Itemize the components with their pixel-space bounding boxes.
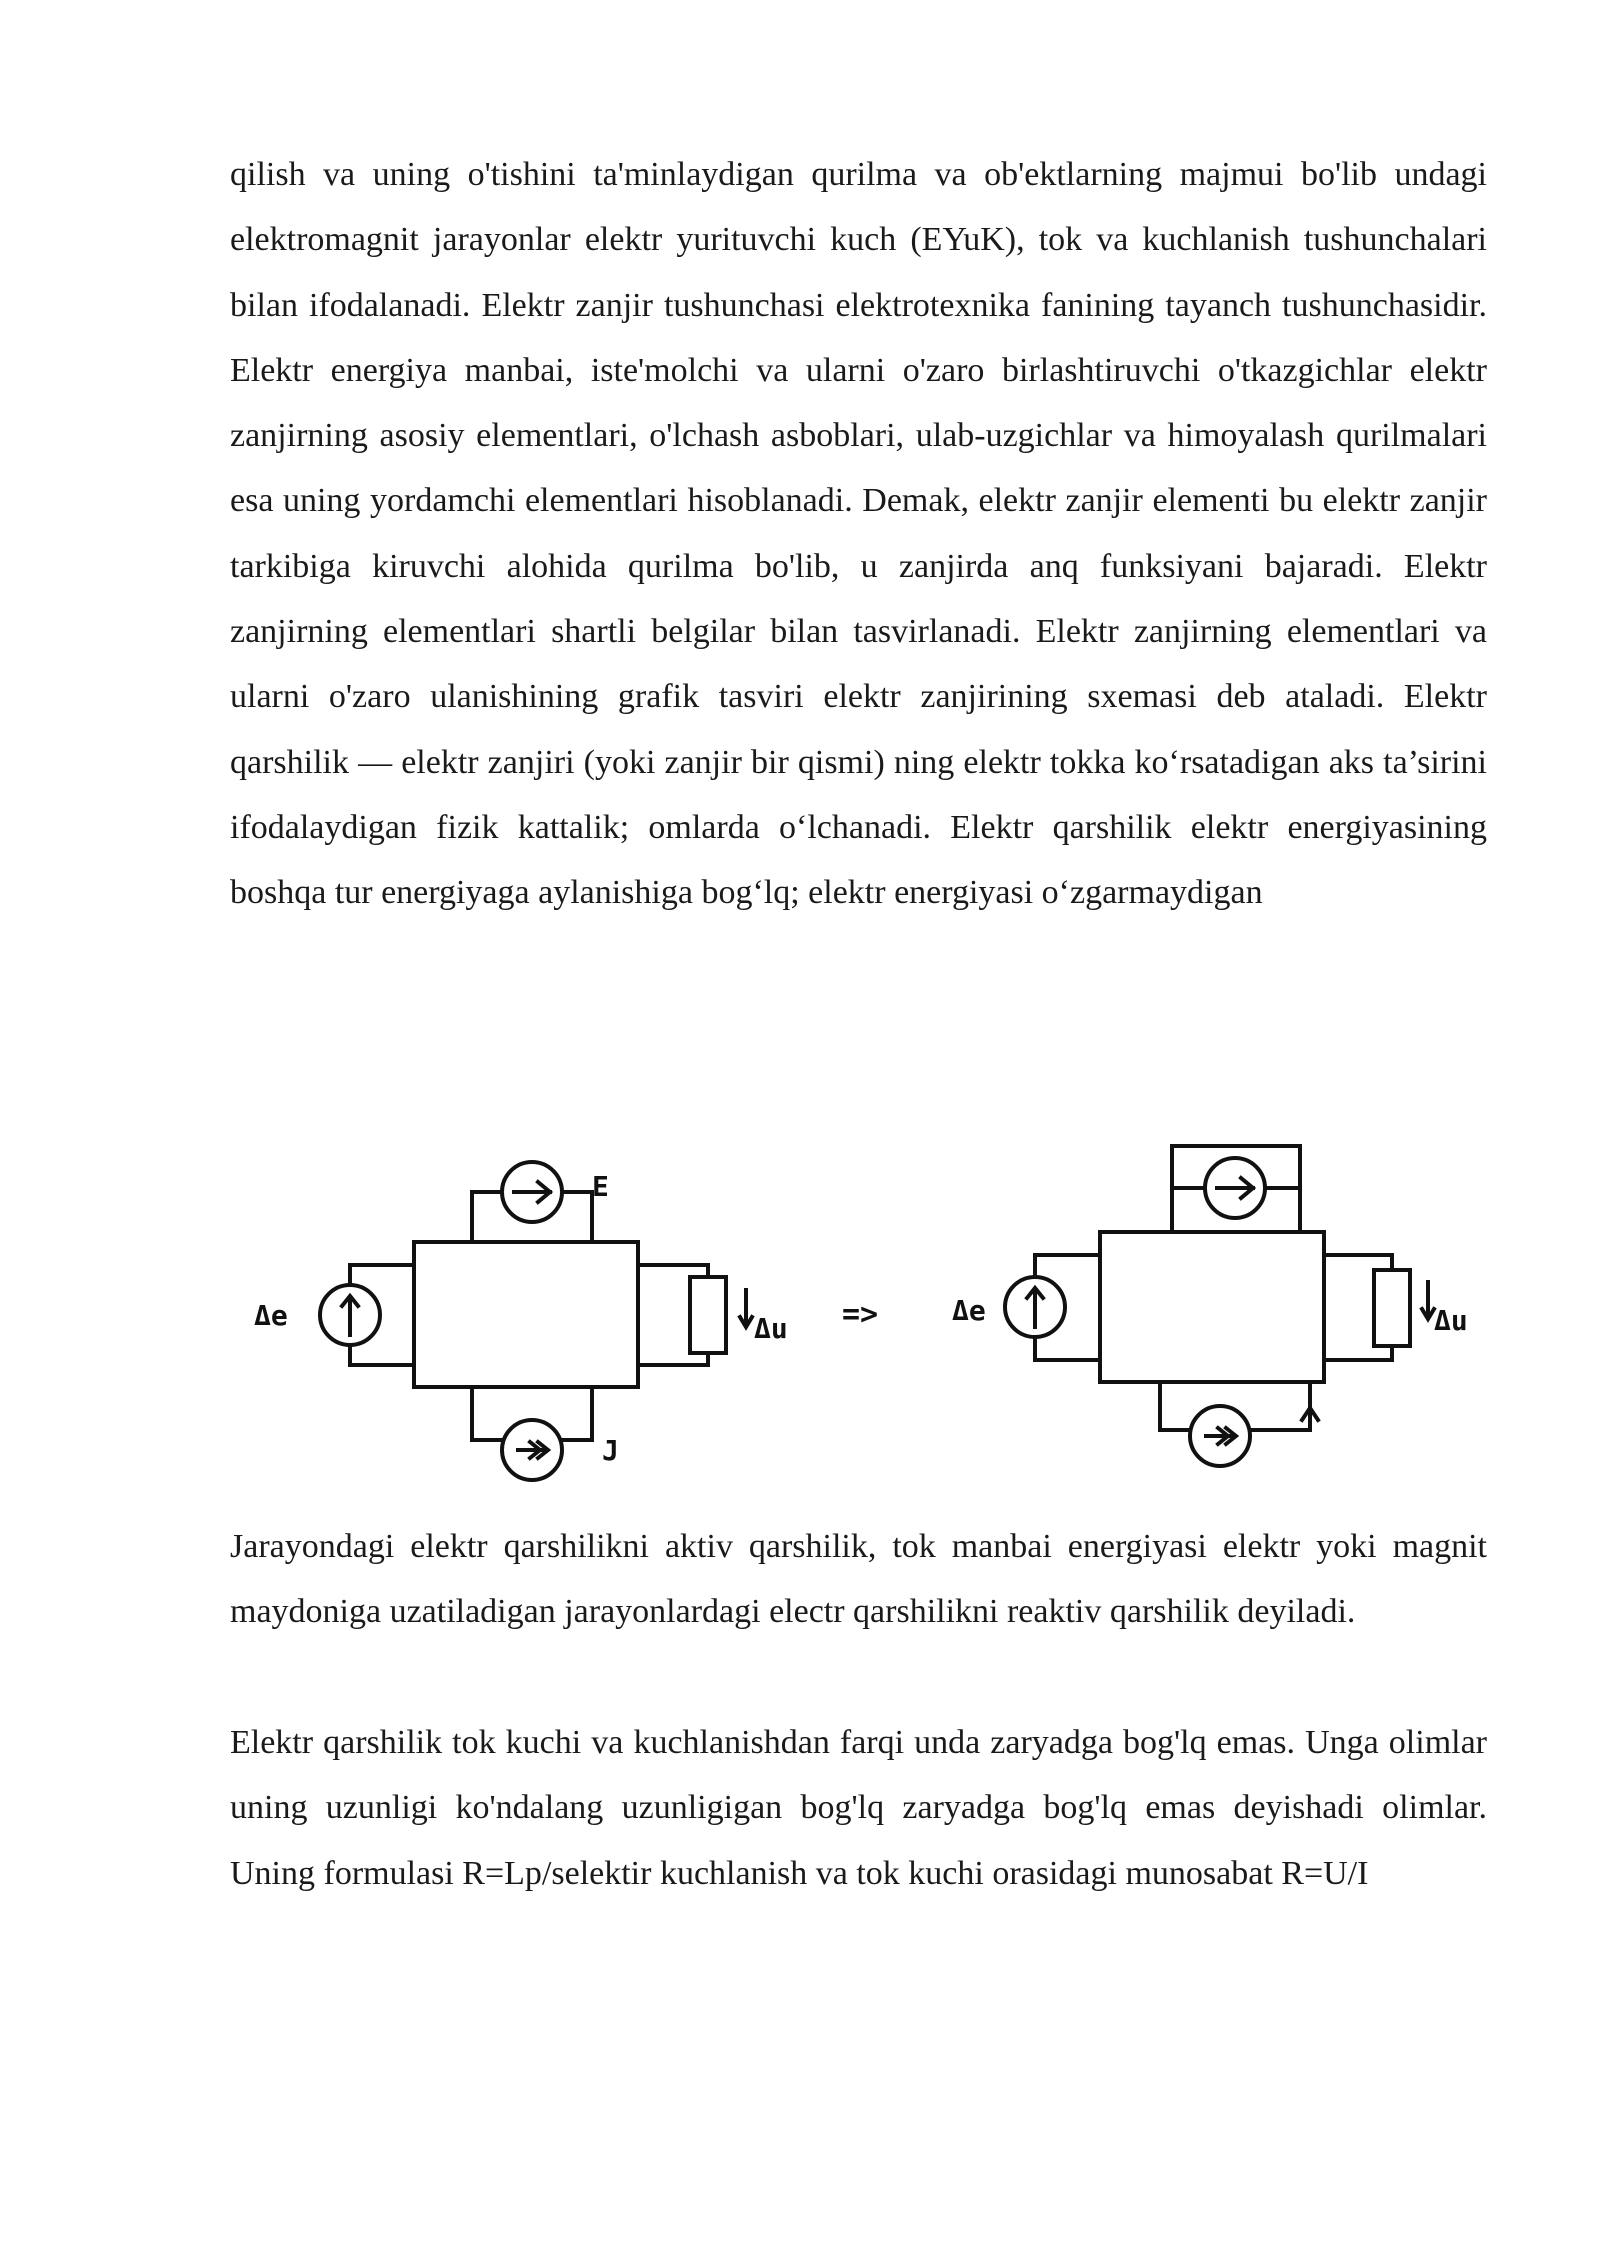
circuit-diagram [240,1130,1500,1510]
right-circuit [952,1146,1468,1466]
left-circuit [254,1162,788,1480]
label-delta-e-right: Δe [952,1294,986,1327]
left-resistor [690,1277,726,1353]
left-network-box [414,1242,638,1387]
label-delta-e-left: Δe [254,1299,288,1332]
label-delta-u-left: Δu [754,1312,788,1345]
label-delta-u-right: Δu [1434,1304,1468,1337]
circuit-figure [240,1130,1500,1510]
body-paragraph-3: Elektr qarshilik tok kuchi va kuchlanishdan farqi unda zaryadga bog'lq emas. Unga olimlar uning uzunligi ko'ndalang uzunligigan bog'lq zaryadga bog'lq emas deyishadi olimlar. Uning formulasi R=Lp/selektir kuchlanish va tok kuchi orasidagi munosabat R=U/I [230,1724,1487,1892]
right-resistor [1374,1270,1410,1346]
transform-arrow: => [842,1297,879,1332]
body-paragraph-2: Jarayondagi elektr qarshilikni aktiv qarshilik, tok manbai energiyasi elektr yoki magnit maydoniga uzatiladigan jarayonlardagi electr qarshilikni reaktiv qarshilik deyiladi. [230,1528,1487,1631]
label-J: J [602,1434,619,1467]
right-network-box [1100,1232,1324,1382]
label-E: E [592,1170,609,1203]
body-paragraph-1: qilish va uning o'tishini ta'minlaydigan qurilma va ob'ektlarning majmui bo'lib undagi elektromagnit jarayonlar elektr yurituvchi kuch (EYuK), tok va kuchlanish tushunchalari bilan ifodalanadi. Elektr zanjir tushunchasi elektrotexnika fanining tayanch tushunchasidir. Elektr energiya manbai, iste'molchi va ularni o'zaro birlashtiruvchi o'tkazgichlar elektr zanjirning asosiy elementlari, o'lchash asboblari, ulab-uzgichlar va himoyalash qurilmalari esa uning yordamchi elementlari hisoblanadi. Demak, elektr zanjir elementi bu elektr zanjir tarkibiga kiruvchi alohida qurilma bo'lib, u zanjirda anq funksiyani bajaradi. Elektr zanjirning elementlari shartli belgilar bilan tasvirlanadi. Elektr zanjirning elementlari va ularni o'zaro ulanishining grafik tasviri elektr zanjirining sxemasi deb ataladi. Elektr qarshilik — elektr zanjiri (yoki zanjir bir qismi) ning elektr tokka ko‘rsatadigan aks ta’sirini ifodalaydigan fizik kattalik; omlarda o‘lchanadi. Elektr qarshilik elektr energiyasining boshqa tur energiyaga aylanishiga bog‘lq; elektr energiyasi o‘zgarmaydigan [230,156,1487,912]
